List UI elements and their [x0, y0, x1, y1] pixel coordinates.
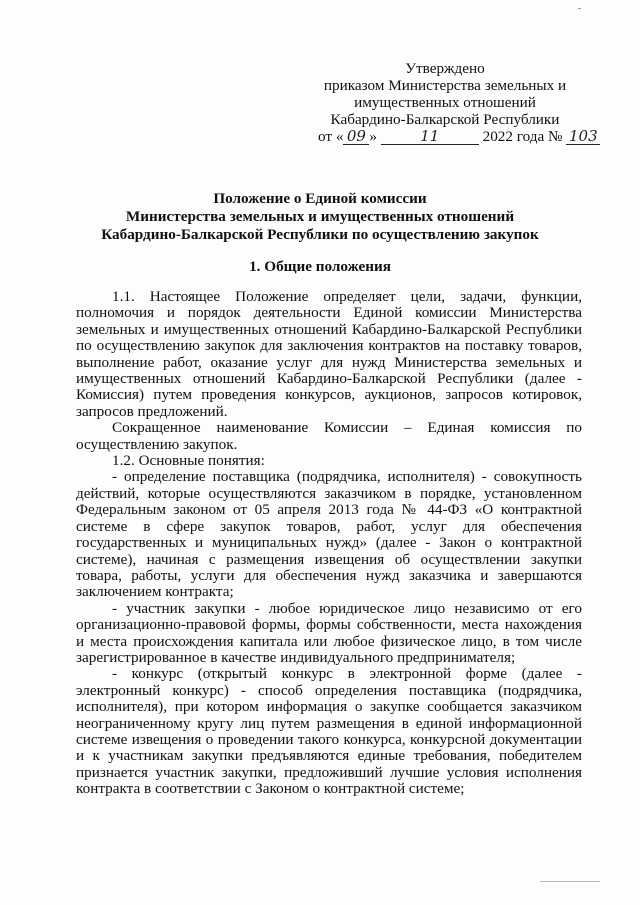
approval-line-1: Утверждено — [405, 60, 485, 77]
title-line-3: Кабардино-Балкарской Республики по осуществлению закупок — [101, 226, 539, 243]
section-heading: 1. Общие положения — [249, 258, 391, 275]
approval-line-4: Кабардино-Балкарской Республики — [330, 111, 560, 128]
document-title — [60, 190, 580, 244]
title-line-2: Министерства земельных и имущественных отношений — [125, 208, 515, 225]
document-body — [76, 289, 582, 798]
paragraph-1-1: 1.1. Настоящее Положение определяет цели, задачи, функции, полномочия и порядок деятельности Единой комиссии Министерства земельных и имущественных отношений Кабардино-Балкарской Республики по осуществлению закупок для заключения контрактов на поставку товаров, выполнение работ, оказание услуг для нужд Министерства земельных и имущественных отношений Кабардино-Балкарской Республики (далее - Комиссия) путем проведения конкурсов, аукционов, запросов котировок, запросов предложений. — [76, 288, 582, 420]
paragraph-1-2: 1.2. Основные понятия: — [112, 452, 265, 470]
approval-line-3: имущественных отношений — [354, 94, 536, 111]
approval-line-2: приказом Министерства земельных и — [323, 77, 567, 94]
date-prefix: от « — [318, 128, 344, 145]
title-line-1: Положение о Единой комиссии — [213, 190, 427, 207]
date-year-text: 2022 года № — [482, 128, 563, 145]
paragraph-definition-supplier: - определение поставщика (подрядчика, исполнителя) - совокупность действий, которые осуществляются заказчиком в порядке, установленном Федеральным законом от 05 апреля 2013 года № 44-ФЗ «О контрактной системе в сфере закупок товаров, работ, услуг для обеспечения государственных и муниципальных нужд» (далее - Закон о контрактной системе), начиная с размещения извещения об осуществлении закупки товара, работы, услуги для обеспечения нужд заказчика и завершаются заключением контракта; — [76, 468, 582, 601]
date-day-suffix: » — [369, 128, 378, 145]
handwritten-order-number: 103 — [566, 129, 600, 145]
approval-date-line — [300, 127, 598, 145]
paragraph-short-name: Сокращенное наименование Комиссии – Единая комиссия по осуществлению закупок. — [76, 419, 582, 453]
paragraph-definition-contest: - конкурс (открытый конкурс в электронной форме (далее - электронный конкурс) - способ определения поставщика (подрядчика, исполнителя), при котором информация о закупке сообщается заказчиком неограниченному кругу лиц путем размещения в единой информационной системе извещения о проведении такого конкурса, конкурсной документации и к участникам закупки предъявляются единые требования, победителем признается участник закупки, предложивший лучшие условия исполнения контракта в соответствии с Законом о контрактной системе; — [76, 665, 582, 798]
handwritten-day: 09 — [343, 129, 369, 145]
paragraph-definition-participant: - участник закупки - любое юридическое лицо независимо от его организационно-правовой формы, формы собственности, места нахождения и места происхождения капитала или любое физическое лицо, в том числе зарегистрированное в качестве индивидуального предпринимателя; — [76, 599, 582, 666]
approval-block — [300, 60, 598, 145]
scan-mark-bottom — [540, 881, 600, 882]
scan-mark — [578, 8, 581, 9]
handwritten-month: 11 — [381, 129, 479, 145]
